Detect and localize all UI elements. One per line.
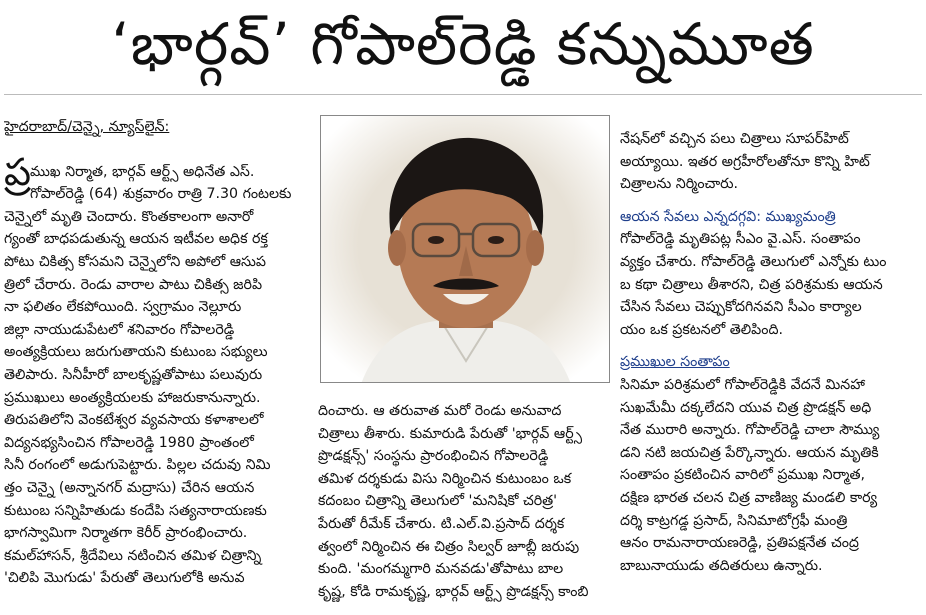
text-line: గోపాల్‌రెడ్డి (64) శుక్రవారం రాత్రి 7.30 గంటలకు bbox=[30, 186, 292, 203]
text-line: ప్రముఖులు అంత్యక్రియలకు హాజరుకానున్నారు. bbox=[4, 389, 261, 406]
headline: ‘భార్గవ్’ గోపాల్‌రెడ్డి కన్నుమూత bbox=[111, 10, 815, 78]
text-line: త్తం చెన్నై (అన్నానగర్ మద్రాసు) చేరిన ఆయన bbox=[4, 479, 255, 496]
subhead-condolences: ప్రముఖుల సంతాపం bbox=[620, 354, 730, 371]
text-line: కుటుంబ సన్నిహితుడు కందేపి సత్యనారాయణకు bbox=[4, 502, 267, 519]
text-line: పేరుతో రీమేక్ చేశారు. టి.ఎల్.వి.ప్రసాద్ దర్శక bbox=[318, 515, 565, 532]
text-line: తెలిపారు. సినీహీరో బాలకృష్ణతోపాటు పలువురు bbox=[4, 366, 263, 383]
article-column-3 bbox=[620, 128, 922, 577]
header-divider bbox=[4, 94, 922, 95]
text-line: సినీ రంగంలో అడుగుపెట్టారు. పిల్లల చదువు నిమి bbox=[4, 457, 271, 474]
article-column-1 bbox=[4, 116, 309, 590]
text-line: సినిమా పరిశ్రమలో గోపాల్‌రెడ్డికి వేదనే మినహా bbox=[620, 376, 865, 393]
text-line: దక్షిణ భారత చలన చిత్ర వాణిజ్య మండలి కార్య bbox=[620, 489, 878, 506]
text-line: గ్యంతో బాధపడుతున్న ఆయన ఇటీవల అధిక రక్త bbox=[4, 231, 268, 248]
portrait-photo bbox=[320, 115, 610, 383]
text-line: ప్రొడక్షన్స్' సంస్థను ప్రారంభించిన గోపాలరెడ్డి bbox=[318, 448, 549, 465]
drop-cap: ప్ర bbox=[4, 150, 32, 194]
text-line: పోటు చికిత్స కోసమని చెన్నైలోని అపోలో ఆసుప bbox=[4, 253, 267, 270]
text-line: గోపాల్‌రెడ్డి మృతిపట్ల సీఎం వై.ఎస్. సంతాపం bbox=[620, 231, 861, 248]
text-line: సుఖమేమీ దక్కలేదని యువ చిత్ర ప్రొడక్షన్ అధి bbox=[620, 399, 872, 416]
text-line: బాబునాయుడు తదితరులు ఉన్నారు. bbox=[620, 557, 823, 574]
text-line: చిత్రాలు తీశారు. కుమారుడి పేరుతో 'భార్గవ్ ఆర్ట్స్ bbox=[318, 425, 583, 442]
article-column-2 bbox=[318, 400, 616, 603]
text-line: కృష్ణ, కోడి రామకృష్ణ, భార్గవ్ ఆర్ట్స్ ప్రొడక్షన్స్ కాంబి bbox=[318, 583, 589, 600]
column-3-section-2 bbox=[620, 374, 922, 577]
text-line: చేసిన సేవలు చెప్పుకోదగినవని సీఎం కార్యాల bbox=[620, 299, 862, 316]
text-line: భాగస్వామిగా నిర్మాతగా కెరీర్ ప్రారంభించారు. bbox=[4, 525, 248, 542]
text-line: తిరుపతిలోని వెంకటేశ్వర వ్యవసాయ కళాశాలలో bbox=[4, 412, 264, 429]
text-line: 'చిలిపి మొగుడు' పేరుతో తెలుగులోకి అనువ bbox=[4, 570, 245, 587]
text-line: ఆనం రామనారాయణరెడ్డి, ప్రతిపక్షనేత చంద్ర bbox=[620, 535, 859, 552]
portrait-image bbox=[321, 116, 610, 383]
text-line: డని నటి జయచిత్ర పేర్కొన్నారు. ఆయన మృతికి bbox=[620, 444, 879, 461]
text-line: విద్యనభ్యసించిన గోపాలరెడ్డి 1980 ప్రాంతంలో bbox=[4, 434, 254, 451]
text-line: కుంది. 'మంగమ్మగారి మనవడు'తోపాటు బాల bbox=[318, 561, 564, 578]
text-line: త్వంలో నిర్మించిన ఈ చిత్రం సిల్వర్ జూబ్లీ జరుపు bbox=[318, 538, 580, 555]
text-line: తమిళ దర్శకుడు విసు నిర్మించిన కుటుంబం ఒక bbox=[318, 470, 572, 487]
column-3-intro bbox=[620, 128, 922, 196]
text-line: త్రిలో చేరారు. రెండు వారాల పాటు చికిత్స జరిపి bbox=[4, 276, 263, 293]
text-line: ముఖ నిర్మాత, భార్గవ్ ఆర్ట్స్ అధినేత ఎస్. bbox=[30, 163, 255, 180]
subhead-cm-tribute: ఆయన సేవలు ఎన్నదగ్గవి: ముఖ్యమంత్రి bbox=[620, 208, 836, 225]
byline: హైదరాబాద్/చెన్నై, న్యూస్‌లైన్: bbox=[4, 119, 170, 135]
text-line: కదంబం చిత్రాన్ని తెలుగులో 'మనిషికో చరిత్ర' bbox=[318, 493, 558, 510]
text-line: సంతాపం ప్రకటించిన వారిలో ప్రముఖ నిర్మాత, bbox=[620, 467, 866, 484]
text-line: యం ఒక ప్రకటనలో తెలిపింది. bbox=[620, 321, 783, 338]
text-line: చెన్నైలో మృతి చెందారు. కొంతకాలంగా అనారో bbox=[4, 208, 254, 225]
text-line: దర్శి కాట్రగడ్డ ప్రసాద్, సినిమాటోగ్రఫీ మంత్రి bbox=[620, 512, 848, 529]
text-line: వ్యక్తం చేశారు. గోపాల్‌రెడ్డి తెలుగులో ఎన్నోకు టుం bbox=[620, 253, 887, 270]
text-line: దించారు. ఆ తరువాత మరో రెండు అనువాద bbox=[318, 403, 562, 419]
column-1-body bbox=[4, 161, 309, 590]
text-line: నేత మురారి అన్నారు. గోపాల్‌రెడ్డి చాలా సౌమ్యు bbox=[620, 422, 880, 439]
text-line: బ కథా చిత్రాలు తీశారని, చిత్ర పరిశ్రమకు ఆయన bbox=[620, 276, 883, 293]
text-line: చిత్రాలను నిర్మించారు. bbox=[620, 176, 739, 193]
column-3-section-1 bbox=[620, 228, 922, 341]
text-line: నేషన్‌లో వచ్చిన పలు చిత్రాలు సూపర్‌హిట్ bbox=[620, 131, 849, 147]
text-line: కమల్‌హాసన్, శ్రీదేవిలు నటించిన తమిళ చిత్రాన్ని bbox=[4, 547, 262, 564]
text-line: అయ్యాయి. ఇతర అగ్రహీరోలతోనూ కొన్ని హిట్ bbox=[620, 153, 870, 170]
text-line: నా ఫలితం లేకపోయింది. స్వగ్రామం నెల్లూరు bbox=[4, 299, 242, 316]
text-line: అంత్యక్రియలు జరుగుతాయని కుటుంబ సభ్యులు bbox=[4, 344, 268, 361]
text-line: జిల్లా నాయుడుపేటలో శనివారం గోపాలరెడ్డి bbox=[4, 321, 235, 338]
